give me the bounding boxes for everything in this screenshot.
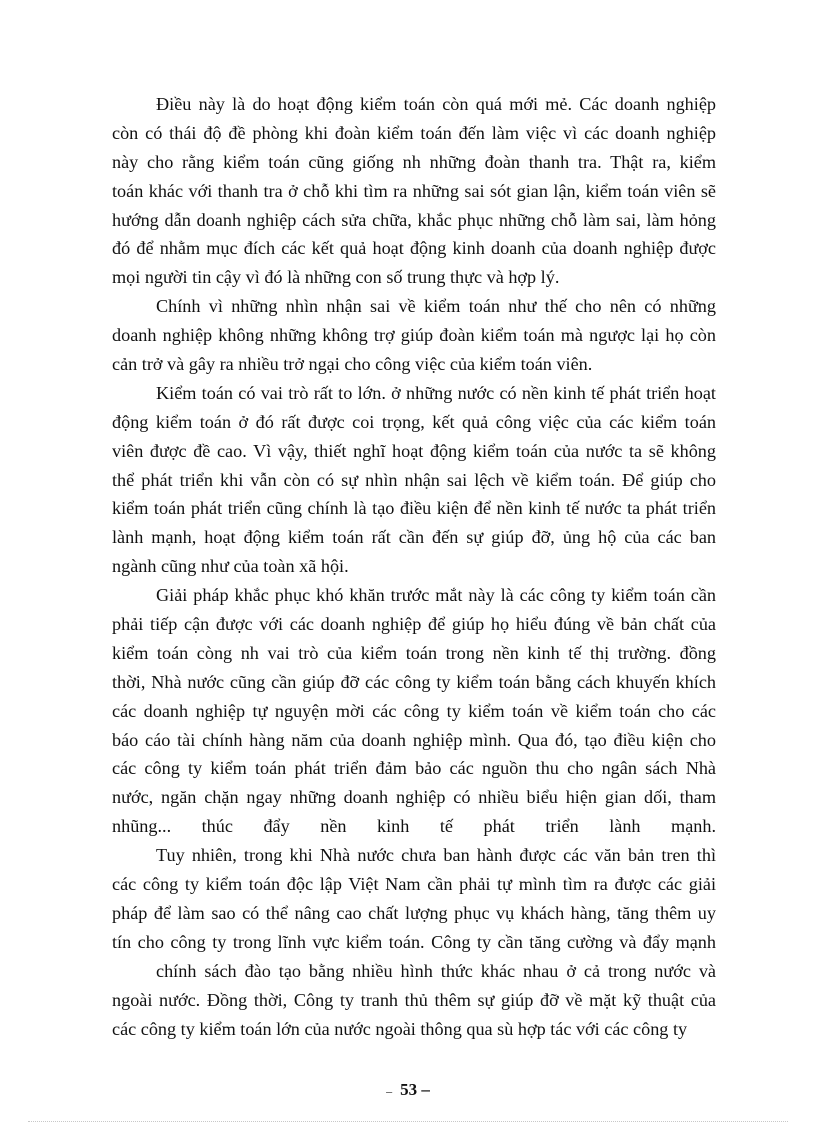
text-line: Chính vì những nhìn nhận sai về kiểm toán như thế cho nên có những bbox=[156, 296, 716, 317]
text-line: toán khác với thanh tra ở chỗ khi tìm ra những sai sót gian lận, kiểm toán viên sẽ bbox=[112, 180, 716, 201]
page-number bbox=[0, 1080, 816, 1100]
paragraph bbox=[112, 379, 716, 581]
text-line: cản trở và gây ra nhiều trở ngại cho công việc của kiểm toán viên. bbox=[112, 354, 593, 375]
text-line: các công ty kiểm toán độc lập Việt Nam cần phải tự mình tìm ra được các giải bbox=[112, 874, 716, 895]
text-line: các doanh nghiệp tự nguyện mời các công ty kiểm toán về kiểm toán cho các bbox=[112, 700, 716, 721]
text-line: lành mạnh, hoạt động kiểm toán rất cần đến sự giúp đỡ, ủng hộ của các ban bbox=[112, 527, 716, 548]
text-line: còn có thái độ đề phòng khi đoàn kiểm toán đến làm việc vì các doanh nghiệp bbox=[112, 122, 716, 143]
paragraph bbox=[112, 957, 716, 1044]
text-line: Điều này là do hoạt động kiểm toán còn quá mới mẻ. Các doanh nghiệp bbox=[156, 94, 716, 114]
text-line: nhũng... thúc đẩy nền kinh tế phát triển lành mạnh. bbox=[112, 816, 716, 837]
text-line: báo cáo tài chính hàng năm của doanh nghiệp mình. Qua đó, tạo điều kiện cho bbox=[112, 729, 716, 750]
text-line: các công ty kiểm toán lớn của nước ngoài thông qua sù hợp tác với các công ty bbox=[112, 1018, 688, 1039]
text-line: ngành cũng như của toàn xã hội. bbox=[112, 556, 349, 577]
paragraph bbox=[112, 841, 716, 957]
text-line: nước, ngăn chặn ngay những doanh nghiệp có nhiều biểu hiện gian dối, tham bbox=[112, 787, 716, 808]
page-number-dash: – bbox=[386, 1083, 393, 1098]
text-line: kiểm toán còng nh vai trò của kiểm toán trong nền kinh tế thị trường. đồng bbox=[112, 642, 716, 663]
text-line: thể phát triển khi vẫn còn có sự nhìn nhận sai lệch về kiểm toán. Để giúp cho bbox=[112, 469, 716, 490]
paragraph bbox=[112, 292, 716, 379]
text-line: thời, Nhà nước cũng cần giúp đỡ các công ty kiểm toán bằng cách khuyến khích bbox=[112, 671, 716, 692]
text-line: chính sách đào tạo bằng nhiều hình thức khác nhau ở cả trong nước và bbox=[156, 960, 716, 981]
text-line: ngoài nước. Đồng thời, Công ty tranh thủ thêm sự giúp đỡ về mặt kỹ thuật của bbox=[112, 989, 716, 1010]
text-line: này cho rằng kiểm toán cũng giống nh những đoàn thanh tra. Thật ra, kiểm bbox=[112, 151, 716, 172]
page-number-text: 53 – bbox=[400, 1080, 430, 1099]
text-line: động kiểm toán ở đó rất được coi trọng, kết quả công việc của các kiểm toán bbox=[112, 411, 716, 432]
text-line: các công ty kiểm toán phát triển đảm bảo các nguồn thu cho ngân sách Nhà bbox=[112, 758, 716, 779]
text-line: tín cho công ty trong lĩnh vực kiểm toán. Công ty cần tăng cường và đẩy mạnh bbox=[112, 931, 716, 952]
text-line: mọi người tin cậy vì đó là những con số trung thực và hợp lý. bbox=[112, 267, 560, 288]
paragraph bbox=[112, 90, 716, 292]
text-line: pháp để làm sao có thể nâng cao chất lượng phục vụ khách hàng, tăng thêm uy bbox=[112, 902, 716, 923]
text-line: hướng dẫn doanh nghiệp cách sửa chữa, khắc phục những chỗ làm sai, làm hỏng bbox=[112, 209, 716, 230]
page-bottom-rule bbox=[28, 1121, 788, 1122]
text-line: kiểm toán phát triển cũng chính là tạo điều kiện để nền kinh tế nước ta phát triển bbox=[112, 498, 716, 519]
text-line: Giải pháp khắc phục khó khăn trước mắt này là các công ty kiểm toán cần bbox=[156, 585, 716, 606]
text-line: Tuy nhiên, trong khi Nhà nước chưa ban hành được các văn bản tren thì bbox=[156, 845, 716, 866]
body-text bbox=[112, 90, 716, 1043]
text-line: Kiểm toán có vai trò rất to lớn. ở những nước có nền kinh tế phát triển hoạt bbox=[156, 382, 716, 403]
paragraph bbox=[112, 581, 716, 841]
text-line: phải tiếp cận được với các doanh nghiệp để giúp họ hiểu đúng về bản chất của bbox=[112, 614, 716, 635]
text-line: doanh nghiệp không những không trợ giúp đoàn kiểm toán mà ngược lại họ còn bbox=[112, 325, 716, 346]
text-line: đó để nhằm mục đích các kết quả hoạt động kinh doanh của doanh nghiệp được bbox=[112, 238, 716, 259]
text-line: viên được đề cao. Vì vậy, thiết nghĩ hoạt động kiểm toán của nước ta sẽ không bbox=[112, 440, 716, 461]
